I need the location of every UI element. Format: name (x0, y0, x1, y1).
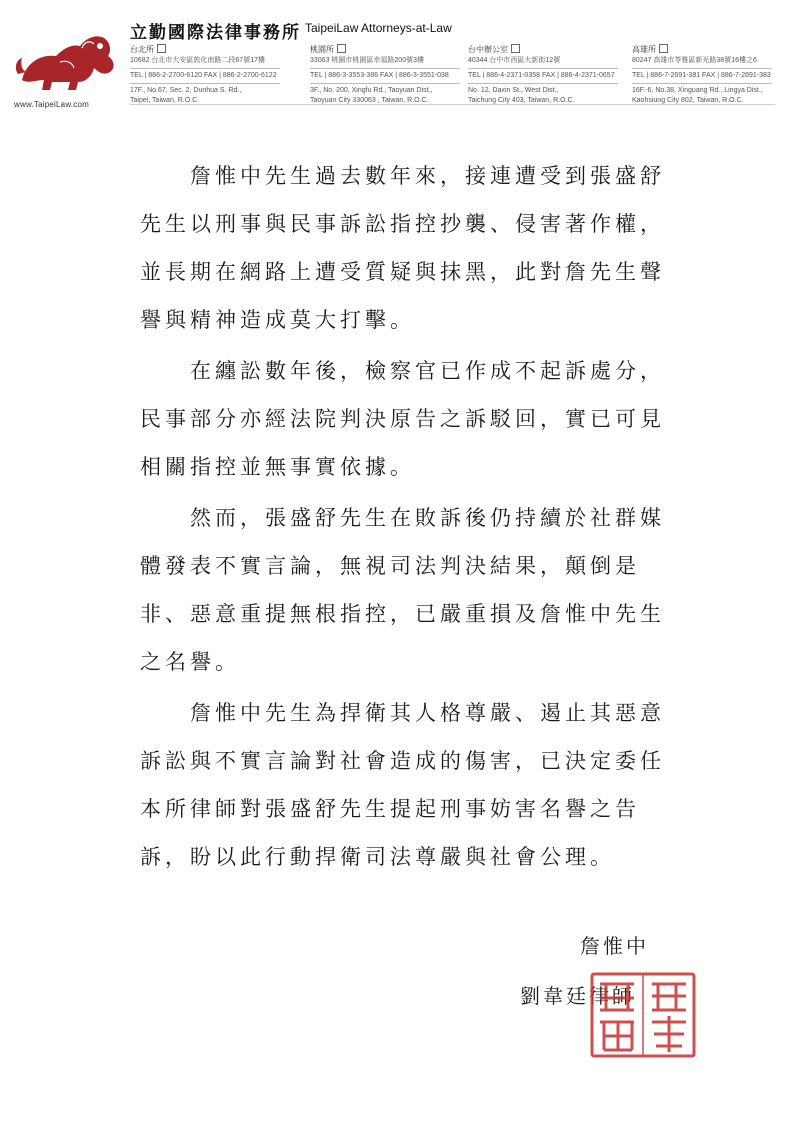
office-address-en-2: Kaohsiung City 802, Taiwan, R.O.C. (632, 97, 744, 104)
lawyer-signature: 劉韋廷律師 (520, 984, 635, 1008)
office-taichung (468, 44, 618, 106)
divider (130, 83, 280, 84)
divider (130, 68, 280, 69)
office-tel-fax: TEL | 886-4-2371-0358 FAX | 886-4-2371-0657 (468, 72, 615, 79)
checkbox-square-icon (659, 44, 668, 53)
office-tel-fax: TEL | 886-2-2700-6120 FAX | 886-2-2700-6122 (130, 72, 277, 79)
office-name: 桃園所 (310, 45, 334, 54)
website-url: www.TaipeiLaw.com (14, 100, 89, 109)
office-address-en-1: 16F.-6, No.38, Xinguang Rd., Lingya Dist., (632, 87, 763, 94)
letterhead (0, 0, 800, 118)
checkbox-square-icon (337, 44, 346, 53)
office-address-en-1: 3F., No. 200, Xingfu Rd., Taoyuan Dist., (310, 87, 433, 94)
divider (468, 83, 618, 84)
paragraph: 詹惟中先生過去數年來，接連遭受到張盛舒先生以刑事與民事訴訟指控抄襲、侵害著作權，並長期在網路上遭受質疑與抹黑，此對詹先生聲譽與精神造成莫大打擊。 (140, 164, 665, 332)
office-taipei (130, 44, 280, 106)
office-name: 高雄所 (632, 45, 656, 54)
office-tel-fax: TEL | 886-3-3553-386 FAX | 886-3-3551-038 (310, 72, 449, 79)
office-address-zh: 33063 桃園市桃園區幸福路200號3樓 (310, 57, 424, 64)
divider (468, 68, 618, 69)
client-signature: 詹惟中 (580, 934, 649, 958)
divider (310, 68, 460, 69)
office-address-en-2: Taipei, Taiwan, R.O.C. (130, 97, 200, 104)
checkbox-square-icon (157, 44, 166, 53)
header-divider (130, 104, 775, 105)
lion-logo-icon (12, 18, 118, 96)
divider (310, 83, 460, 84)
divider (632, 83, 772, 84)
firm-name-english: TaipeiLaw Attorneys-at-Law (305, 21, 452, 35)
divider (632, 68, 772, 69)
office-taoyuan (310, 44, 460, 106)
office-name: 台北所 (130, 45, 154, 54)
office-address-en-2: Taichung City 403, Taiwan, R.O.C. (468, 97, 575, 104)
lawyer-seal-stamp (588, 970, 698, 1060)
office-kaohsiung (632, 44, 772, 106)
office-address-zh: 80247 高雄市苓雅區新光路38號16樓之6 (632, 57, 757, 64)
office-address-en-1: 17F., No.67, Sec. 2, Dunhua S. Rd., (130, 87, 242, 94)
office-tel-fax: TEL | 886-7-2691-381 FAX | 886-7-2691-383 (632, 72, 771, 79)
checkbox-square-icon (511, 44, 520, 53)
paragraph: 詹惟中先生為捍衛其人格尊嚴、遏止其惡意訴訟與不實言論對社會造成的傷害，已決定委任本所律師對張盛舒先生提起刑事妨害名譽之告訴，盼以此行動捍衛司法尊嚴與社會公理。 (140, 701, 665, 869)
office-name: 台中辦公室 (468, 45, 508, 54)
office-address-zh: 40344 台中市西區大新街12號 (468, 57, 561, 64)
paragraph: 在纏訟數年後，檢察官已作成不起訴處分，民事部分亦經法院判決原告之訴駁回，實已可見相關指控並無事實依據。 (140, 359, 665, 479)
firm-name-chinese: 立勤國際法律事務所 (130, 23, 301, 43)
office-address-en-1: No. 12, Daxin St., West Dist., (468, 87, 559, 94)
statement-body (140, 152, 680, 884)
office-address-zh: 10682 台北市大安區敦化南路二段67號17樓 (130, 57, 265, 64)
paragraph: 然而，張盛舒先生在敗訴後仍持續於社群媒體發表不實言論，無視司法判決結果，顛倒是非、惡意重提無根指控，已嚴重損及詹惟中先生之名譽。 (140, 506, 665, 674)
office-address-en-2: Taoyuan City 330063 , Taiwan, R.O.C. (310, 97, 429, 104)
